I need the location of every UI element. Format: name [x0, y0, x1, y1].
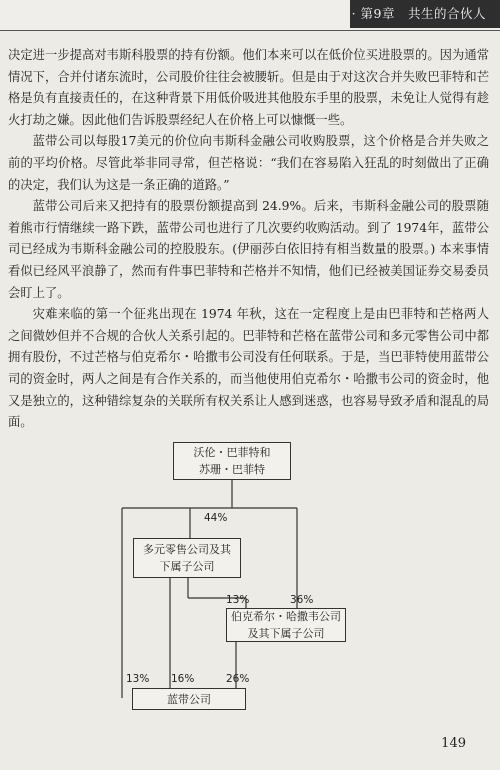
- pct-label: 26%: [226, 673, 250, 685]
- box-line: 沃伦・巴菲特和: [193, 446, 271, 459]
- paragraph: 蓝带公司后来又把持有的股票份额提高到 24.9%。后来，韦斯科金融公司的股票随着熊市行情继续一路下跌，蓝带公司也进行了几次要约收购活动。到了 1974年，蓝带公司已经成为韦斯科金融公司的控股股东。(伊丽莎白依旧持有相当数量的股票。) 本来事情看似已经风平浪静了，然而有件事巴菲特和芒格并不知情，他们已经被美国证券交易委员会盯上了。: [8, 199, 489, 300]
- chapter-title: · 第9章 共生的合伙人 ·: [350, 0, 500, 28]
- box-line: 苏珊・巴菲特: [199, 463, 265, 476]
- pct-label: 13%: [126, 673, 150, 685]
- diagram-connectors: [0, 440, 500, 720]
- company-box-berkshire-hathaway: [226, 608, 346, 642]
- pct-label: 13%: [226, 594, 250, 606]
- paragraph: 蓝带公司以每股17美元的价位向韦斯科金融公司收购股票，这个价格是合并失败之前的平均价格。尽管此举非同寻常，但芒格说：“我们在容易陷入狂乱的时刻做出了正确的决定，我们认为这是一条正确的道路。”: [8, 134, 489, 192]
- owner-box-buffett: [173, 442, 291, 480]
- box-line: 多元零售公司及其: [143, 543, 231, 556]
- pct-label: 44%: [204, 512, 228, 524]
- page-number: 149: [441, 736, 466, 751]
- pct-label: 16%: [171, 673, 195, 685]
- ownership-diagram: [0, 440, 500, 720]
- paragraph: 灾难来临的第一个征兆出现在 1974 年秋，这在一定程度上是由巴菲特和芒格两人之间微妙但并不合规的合伙人关系引起的。巴菲特和芒格在蓝带公司和多元零售公司中都拥有股份，不过芒格与伯克希尔・哈撒韦公司没有任何联系。于是，当巴菲特使用蓝带公司的资金时，两人之间是有合作关系的，而当他使用伯克希尔・哈撒韦公司的资金时，他又是独立的，这种错综复杂的关联所有权关系让人感到迷惑，也容易导致矛盾和混乱的局面。: [8, 307, 489, 430]
- box-line: 蓝带公司: [167, 692, 211, 706]
- company-box-blue-chip-stamps: [132, 688, 246, 710]
- company-box-diversified-retailing: [133, 538, 241, 578]
- body-text: [8, 45, 489, 434]
- box-line: 下属子公司: [159, 560, 215, 573]
- box-line: 伯克希尔・哈撒韦公司: [231, 610, 341, 623]
- running-header: [0, 0, 500, 49]
- box-line: 及其下属子公司: [247, 627, 325, 640]
- pct-label: 36%: [290, 594, 314, 606]
- paragraph: 决定进一步提高对韦斯科股票的持有份额。他们本来可以在低价位买进股票的。因为通常情况下，合并付诸东流时，公司股价往往会被腰斩。但是由于对这次合并失败巴菲特和芒格是负有直接责任的，在这种背景下用低价吸进其他股东手里的股票，未免让人觉得有趁火打劫之嫌。因此他们告诉股票经纪人在价格上可以慷慨一些。: [8, 48, 489, 127]
